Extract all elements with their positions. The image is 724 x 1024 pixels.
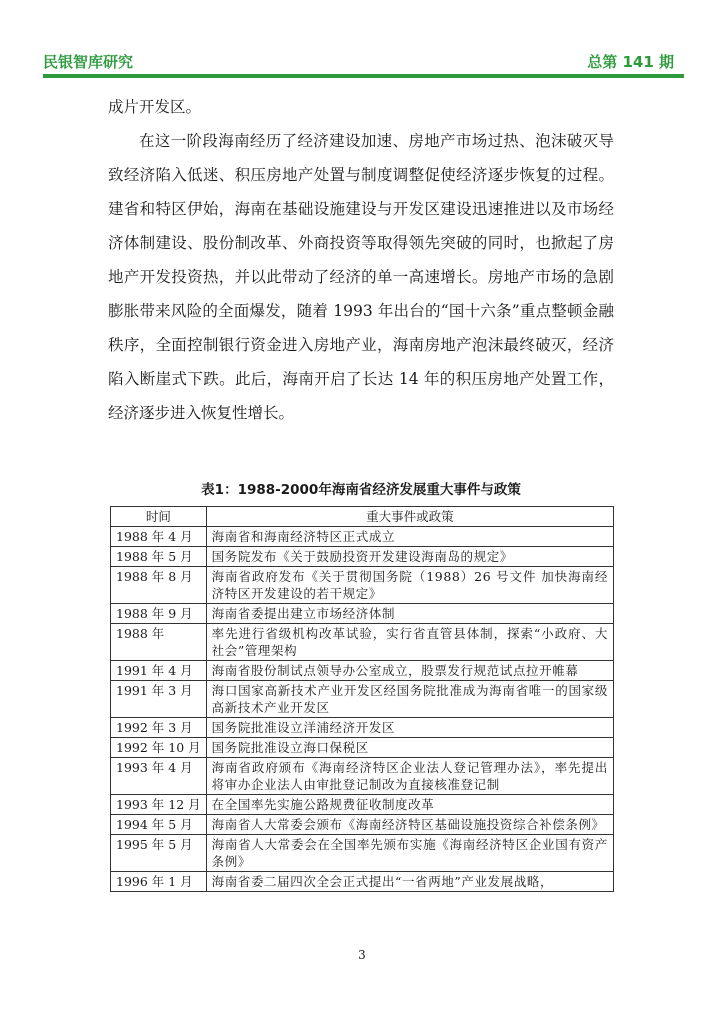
row-time: 1991 年 3 月 — [111, 681, 207, 718]
table-row — [111, 604, 614, 624]
row-event: 国务院批准设立海口保税区 — [206, 738, 613, 758]
table-header-row — [111, 507, 614, 527]
row-event: 海口国家高新技术产业开发区经国务院批准成为海南省唯一的国家级高新技术产业开发区 — [206, 681, 613, 718]
row-time: 1991 年 4 月 — [111, 661, 207, 681]
row-time: 1994 年 5 月 — [111, 815, 207, 835]
table-row — [111, 567, 614, 604]
row-time: 1988 年 4 月 — [111, 527, 207, 547]
row-time: 1988 年 8 月 — [111, 567, 207, 604]
table-row — [111, 681, 614, 718]
column-header-event: 重大事件或政策 — [206, 507, 613, 527]
row-event: 海南省和海南经济特区正式成立 — [206, 527, 613, 547]
row-event: 海南省政府发布《关于贯彻国务院（1988）26 号文件 加快海南经济特区开发建设的若干规定》 — [206, 567, 613, 604]
body-text — [108, 90, 614, 430]
table-row — [111, 758, 614, 795]
table-caption: 表1：1988-2000年海南省经济发展重大事件与政策 — [201, 482, 521, 498]
paragraph-continuation: 成片开发区。 — [108, 98, 202, 116]
row-time: 1992 年 3 月 — [111, 718, 207, 738]
row-time: 1988 年 9 月 — [111, 604, 207, 624]
row-event: 海南省股份制试点领导办公室成立，股票发行规范试点拉开帷幕 — [206, 661, 613, 681]
row-event: 在全国率先实施公路规费征收制度改革 — [206, 795, 613, 815]
table-row — [111, 795, 614, 815]
row-event: 海南省人大常委会颁布《海南经济特区基础设施投资综合补偿条例》 — [206, 815, 613, 835]
row-time: 1988 年 5 月 — [111, 547, 207, 567]
table-row — [111, 718, 614, 738]
table-row — [111, 872, 614, 892]
table-row — [111, 815, 614, 835]
paragraph-main: 在这一阶段海南经历了经济建设加速、房地产市场过热、泡沫破灭导致经济陷入低迷、积压房地产处置与制度调整促使经济逐步恢复的过程。建省和特区伊始，海南在基础设施建设与开发区建设迅速推进以及市场经济体制建设、股份制改革、外商投资等取得领先突破的同时，也掀起了房地产开发投资热，并以此带动了经济的单一高速增长。房地产市场的急剧膨胀带来风险的全面爆发，随着 1993 年出台的“国十六条”重点整顿金融秩序，全面控制银行资金进入房地产业，海南房地产泡沫最终破灭，经济陷入断崖式下跌。此后，海南开启了长达 14 年的积压房地产处置工作，经济逐步进入恢复性增长。 — [108, 132, 614, 422]
header-divider — [43, 74, 684, 78]
publication-title: 民银智库研究 — [43, 53, 134, 71]
table-row — [111, 547, 614, 567]
row-time: 1993 年 12 月 — [111, 795, 207, 815]
table-row — [111, 835, 614, 872]
row-event: 率先进行省级机构改革试验，实行省直管县体制，探索“小政府、大社会”管理架构 — [206, 624, 613, 661]
events-table — [110, 506, 614, 892]
table-row — [111, 527, 614, 547]
row-event: 海南省委提出建立市场经济体制 — [206, 604, 613, 624]
row-event: 国务院发布《关于鼓励投资开发建设海南岛的规定》 — [206, 547, 613, 567]
row-event: 海南省人大常委会在全国率先颁布实施《海南经济特区企业国有资产条例》 — [206, 835, 613, 872]
issue-number: 总第 141 期 — [587, 53, 674, 71]
row-time: 1988 年 — [111, 624, 207, 661]
row-event: 海南省委二届四次全会正式提出“一省两地”产业发展战略， — [206, 872, 613, 892]
row-event: 海南省政府颁布《海南经济特区企业法人登记管理办法》，率先提出将审办企业法人由审批登记制改为直接核准登记制 — [206, 758, 613, 795]
page-number: 3 — [358, 948, 366, 962]
table-row — [111, 738, 614, 758]
column-header-time: 时间 — [111, 507, 207, 527]
row-event: 国务院批准设立洋浦经济开发区 — [206, 718, 613, 738]
row-time: 1993 年 4 月 — [111, 758, 207, 795]
row-time: 1996 年 1 月 — [111, 872, 207, 892]
table-row — [111, 624, 614, 661]
table-row — [111, 661, 614, 681]
row-time: 1995 年 5 月 — [111, 835, 207, 872]
page-header — [43, 52, 684, 74]
row-time: 1992 年 10 月 — [111, 738, 207, 758]
